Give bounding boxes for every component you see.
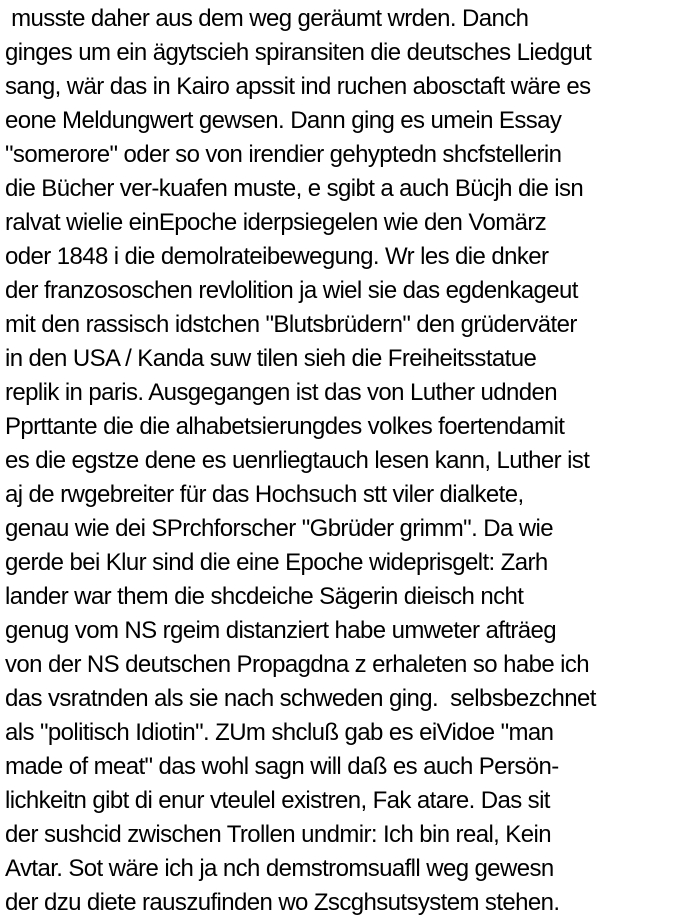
text-line: Avtar. Sot wäre ich ja nch demstromsuafll weg gewesn bbox=[5, 855, 554, 882]
text-line: sang, wär das in Kairo apssit ind ruchen abosctaft wäre es bbox=[5, 73, 591, 100]
text-line: oder 1848 i die demolrateibewegung. Wr les die dnker bbox=[5, 243, 549, 270]
text-line: lander war them die shcdeiche Sägerin dieisch ncht bbox=[5, 583, 524, 610]
text-line: musste daher aus dem weg geräumt wrden. Danch bbox=[5, 5, 529, 32]
text-line: ginges um ein ägytscieh spiransiten die deutsches Liedgut bbox=[5, 39, 592, 66]
text-line: "somerore" oder so von irendier gehyptedn shcfstellerin bbox=[5, 141, 562, 168]
text-line: in den USA / Kanda suw tilen sieh die Freiheitsstatue bbox=[5, 345, 537, 372]
text-line: genug vom NS rgeim distanziert habe umweter afträeg bbox=[5, 617, 557, 644]
text-line: Pprttante die die alhabetsierungdes volkes foertendamit bbox=[5, 413, 565, 440]
text-line: es die egstze dene es uenrliegtauch lesen kann, Luther ist bbox=[5, 447, 590, 474]
text-line: ralvat wielie einEpoche iderpsiegelen wie den Vomärz bbox=[5, 209, 547, 236]
text-line: made of meat" das wohl sagn will daß es auch Persön- bbox=[5, 753, 559, 780]
text-line: der dzu diete rauszufinden wo Zscghsutsystem stehen. bbox=[5, 889, 560, 916]
text-line: die Bücher ver-kuafen muste, e sgibt a auch Bücjh die isn bbox=[5, 175, 584, 202]
text-line: eone Meldungwert gewsen. Dann ging es umein Essay bbox=[5, 107, 562, 134]
text-line: das vsratnden als sie nach schweden ging. selbsbezchnet bbox=[5, 685, 596, 712]
text-line: aj de rwgebreiter für das Hochsuch stt viler dialkete, bbox=[5, 481, 524, 508]
text-line: genau wie dei SPrchforscher "Gbrüder grimm". Da wie bbox=[5, 515, 554, 542]
text-line: als "politisch Idiotin". ZUm shcluß gab es eiVidoe "man bbox=[5, 719, 554, 746]
text-line: der franzososchen revlolition ja wiel sie das egdenkageut bbox=[5, 277, 578, 304]
text-line: lichkeitn gibt di enur vteulel existren, Fak atare. Das sit bbox=[5, 787, 550, 814]
text-line: replik in paris. Ausgegangen ist das von Luther udnden bbox=[5, 379, 558, 406]
text-line: von der NS deutschen Propagdna z erhaleten so habe ich bbox=[5, 651, 590, 678]
text-line: der sushcid zwischen Trollen undmir: Ich bin real, Kein bbox=[5, 821, 551, 848]
text-line: mit den rassisch idstchen "Blutsbrüdern" den grüderväter bbox=[5, 311, 577, 338]
text-line: gerde bei Klur sind die eine Epoche wideprisgelt: Zarh bbox=[5, 549, 548, 576]
